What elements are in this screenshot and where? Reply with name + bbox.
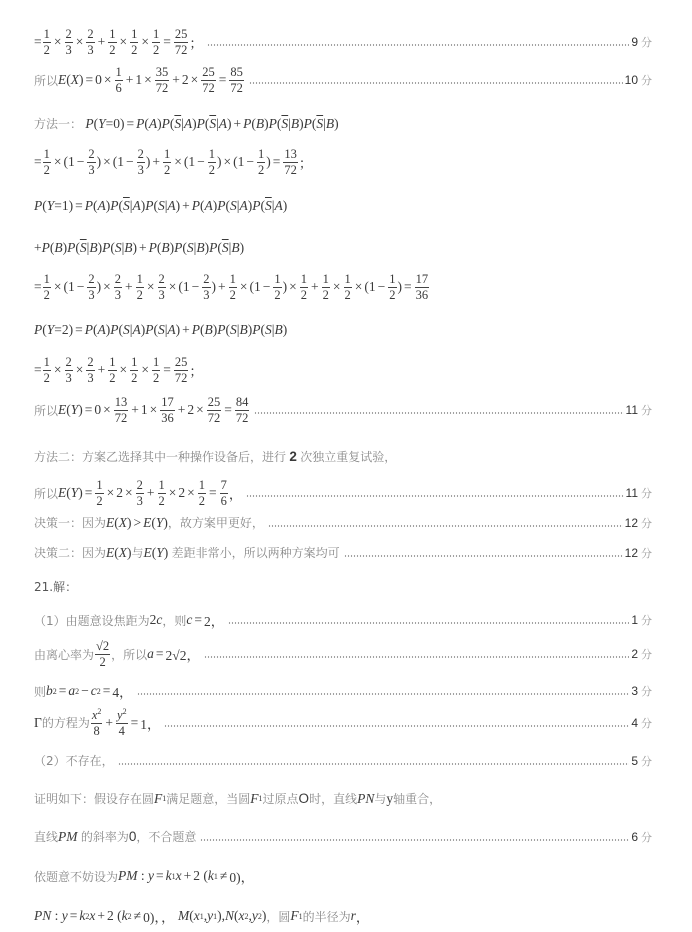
part-1-b-squared (34, 681, 652, 701)
leader-dots (254, 412, 623, 414)
proof-pm-line (34, 866, 652, 886)
text: 方法二：方案乙选择其中一种操作设备后，进行 2 次独立重复试验， (34, 449, 397, 464)
formula-line-ey-method2 (34, 479, 652, 507)
formula: P ( Y =2) = P ( A ) P ( S | A ) P ( S | A ) + P ( B ) P ( S | B ) P ( S | B ) (34, 322, 288, 337)
leader-dots (207, 44, 629, 46)
formula: P ( Y =1) = P ( A ) P ( $\overline{S}$ | A ) P ( S | A ) + P ( A ) P ( S | A ) P ( $\overline{S}$ | A ) (34, 198, 288, 213)
formula-line-ey (34, 396, 652, 424)
text: PN : y = k 2 x + 2 ( k 2 ≠ 0)，， M ( x 1 , y 1 ), N ( x 2 , y 2 ) ，圆 F 1 的半径为 r ， (34, 908, 370, 925)
formula: + P ( B ) P ( $\overline{S}$ | B ) P ( S | B ) + P ( B ) P ( S | B ) P ( $\overline{S}$ | B ) (34, 240, 245, 255)
formula: 所以 E ( Y ) = $\frac{1}{2}$ × 2 × $\frac{2}{3}$ + $\frac{1}{2}$ × 2 × $\frac{1}{2}$ = $\frac{7}{6}$ ， (34, 478, 243, 508)
score-label: 10 分 (624, 73, 652, 87)
formula-line-py2-result (34, 356, 652, 384)
leader-dots (268, 525, 623, 527)
score-label: 11 分 (625, 486, 652, 500)
formula-line-py0-result (34, 148, 652, 176)
formula-line-py1-cont (34, 240, 652, 256)
text: 决策一：因为 E ( X ) > E ( Y ) ，故方案甲更好， (34, 514, 264, 530)
proof-intro (34, 790, 652, 807)
leader-dots (137, 693, 630, 695)
proof-slope-zero (34, 828, 652, 845)
formula: = $\frac{1}{2}$ × $\frac{2}{3}$ × $\frac{2}{3}$ + $\frac{1}{2}$ × $\frac{1}{2}$ × $\frac{1}{2}$ = $\frac{25}{72}$ ； (34, 355, 203, 385)
score-label: 12 分 (624, 545, 652, 560)
formula-line-px1-result (34, 28, 652, 56)
text: 证明如下：假设存在圆 F 1 满足题意，当圆 F 1 过原点 O 时，直线 PN 与 y 轴重合， (34, 790, 442, 806)
text: Γ 的方程为 $\frac{x^2}{8}$ + $\frac{y^2}{4}$ = 1， (34, 707, 161, 738)
part-2-answer (34, 752, 652, 769)
score-label: 5 分 (631, 753, 652, 768)
decision-one (34, 514, 652, 531)
leader-dots (118, 763, 630, 765)
text: （1）由题意设焦距为 2 c ，则 c = 2， (34, 612, 225, 629)
formula: 方法一： P ( Y =0) = P ( A ) P ( $\overline{S}$ | A ) P ( $\overline{S}$ | A ) + P ( B ) P ( $\overline{S}$ | B ) P ( $\overline{S}$ | B ) (34, 115, 339, 131)
formula: = $\frac{1}{2}$ × (1 − $\frac{2}{3}$ ) × $\frac{2}{3}$ + $\frac{1}{2}$ × $\frac{2}{3}$ × (1 − $\frac{2}{3}$ ) + $\frac{1}{2}$ × (1 − $\frac{1}{2}$ ) × $\frac{1}{2}$ + $\frac{1}{2}$ × $\frac{1}{2}$ × (1 − $\frac{1}{2}$ ) = $\frac{17}{36}$ (34, 272, 429, 302)
text: 决策二：因为 E ( X ) 与 E ( Y ) 差距非常小，所以两种方案均可 (34, 544, 340, 560)
score-label: 2 分 (631, 647, 652, 661)
leader-dots (249, 82, 623, 84)
text: 则 b 2 = a 2 − c 2 = 4， (34, 683, 133, 700)
formula: 所以 E ( Y ) = 0 × $\frac{13}{72}$ + 1 × $\frac{17}{36}$ + 2 × $\frac{25}{72}$ = $\frac{84}{72}$ (34, 395, 249, 425)
text: 依题意不妨设为 PM : y = k 1 x + 2 ( k 1 ≠ 0)， (34, 868, 255, 885)
method-one-py0 (34, 115, 652, 132)
formula-line-ex (34, 66, 652, 94)
leader-dots (204, 656, 629, 658)
text: 由离心率为 $\frac{√2}{2}$ ，所以 a = 2√2， (34, 639, 200, 669)
leader-dots (344, 555, 623, 557)
text: 直线 PM 的斜率为 0 ，不合题意 (34, 828, 197, 844)
heading: 21.解： (34, 580, 78, 594)
proof-pn-line (34, 906, 652, 926)
leader-dots (164, 725, 629, 727)
decision-two (34, 544, 652, 561)
leader-dots (200, 839, 629, 841)
score-label: 1 分 (631, 613, 652, 627)
leader-dots (246, 495, 623, 497)
part-1-focal (34, 610, 652, 630)
score-label: 12 分 (624, 515, 652, 530)
question-21-heading (34, 578, 652, 595)
formula-line-py1-result (34, 273, 652, 301)
formula-line-py2 (34, 322, 652, 338)
score-label: 11 分 (625, 403, 652, 417)
score-label: 6 分 (631, 829, 652, 844)
formula: = $\frac{1}{2}$ × $\frac{2}{3}$ × $\frac{2}{3}$ + $\frac{1}{2}$ × $\frac{1}{2}$ × $\frac{1}{2}$ = $\frac{25}{72}$ ； (34, 27, 203, 57)
leader-dots (228, 622, 629, 624)
method-two-text (34, 448, 652, 465)
score-label: 9 分 (631, 35, 652, 49)
score-label: 3 分 (631, 684, 652, 698)
score-label: 4 分 (631, 715, 652, 730)
text: （2）不存在， (34, 754, 114, 768)
formula: 所以 E ( X ) = 0 × $\frac{1}{6}$ + 1 × $\frac{35}{72}$ + 2 × $\frac{25}{72}$ = $\frac{85}{72}$ (34, 65, 243, 95)
part-1-ellipse-equation (34, 708, 652, 737)
formula-line-py1 (34, 198, 652, 214)
part-1-eccentricity (34, 640, 652, 668)
formula: = $\frac{1}{2}$ × (1 − $\frac{2}{3}$ ) × (1 − $\frac{2}{3}$ ) + $\frac{1}{2}$ × (1 − $\frac{1}{2}$ ) × (1 − $\frac{1}{2}$ ) = $\frac{13}{72}$ ； (34, 147, 313, 177)
